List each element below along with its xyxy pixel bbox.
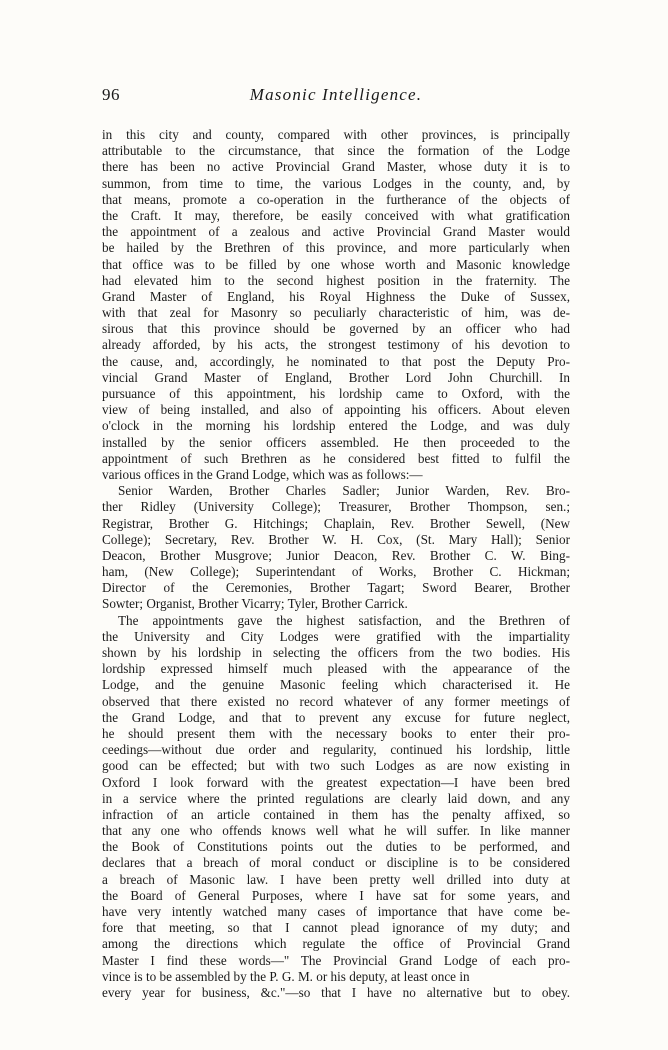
text-line: ceedings—without due order and regularity, continued his lordship, little bbox=[102, 742, 570, 758]
text-line: Sowter; Organist, Brother Vicarry; Tyler, Brother Carrick. bbox=[102, 596, 408, 612]
text-line: vince is to be assembled by the P. G. M. or his deputy, at least once in bbox=[102, 968, 470, 984]
text-line: attributable to the circumstance, that since the formation of the Lodge bbox=[102, 143, 570, 159]
text-line: with that zeal for Masonry so peculiarly characteristic of him, was de- bbox=[102, 305, 570, 321]
text-line: ham, (New College); Superintendant of Works, Brother C. Hickman; bbox=[102, 564, 570, 580]
text-line: that office was to be filled by one whose worth and Masonic knowledge bbox=[102, 256, 570, 272]
text-line: be hailed by the Brethren of this province, and more particularly when bbox=[102, 240, 570, 256]
text-line: he should present them with the necessary books to enter their pro- bbox=[102, 725, 570, 741]
text-line: declares that a breach of moral conduct or discipline is to be considered bbox=[102, 855, 570, 871]
text-line: Director of the Ceremonies, Brother Tagart; Sword Bearer, Brother bbox=[102, 580, 570, 596]
text-line: a breach of Masonic law. I have been pretty well drilled into duty at bbox=[102, 871, 570, 887]
text-line: Senior Warden, Brother Charles Sadler; Junior Warden, Rev. Bro- bbox=[118, 483, 570, 499]
text-line: various offices in the Grand Lodge, which was as follows:— bbox=[102, 466, 423, 482]
text-line: good can be effected; but with two such Lodges as are now existing in bbox=[102, 758, 570, 774]
text-line: that means, promote a co-operation in the furtherance of the objects of bbox=[102, 191, 570, 207]
text-line: that any one who offends knows well what he will suffer. In like manner bbox=[102, 823, 570, 839]
text-line: ther Ridley (University College); Treasurer, Brother Thompson, sen.; bbox=[102, 499, 570, 515]
text-line: the Craft. It may, therefore, be easily conceived with what gratification bbox=[102, 207, 570, 223]
text-line: The appointments gave the highest satisfaction, and the Brethren of bbox=[118, 612, 570, 628]
text-line: observed that there existed no record whatever of any former meetings of bbox=[102, 693, 570, 709]
text-line: shown by his lordship in selecting the officers from the two bodies. His bbox=[102, 645, 570, 660]
text-line: infraction of an article contained in them has the penalty affixed, so bbox=[102, 806, 570, 822]
text-line: installed by the senior officers assembled. He then proceeded to the bbox=[102, 434, 570, 450]
running-head: Masonic Intelligence. bbox=[249, 85, 423, 104]
text-line: in a service where the printed regulations are clearly laid down, and any bbox=[102, 790, 570, 806]
text-line: Master I find these words—" The Provincial Grand Lodge of each pro- bbox=[102, 952, 570, 968]
text-line: every year for business, &c."—so that I have no alternative but to obey. bbox=[102, 984, 570, 1000]
text-line: Lodge, and the genuine Masonic feeling which characterised it. He bbox=[102, 677, 570, 693]
text-line: among the directions which regulate the office of Provincial Grand bbox=[102, 936, 570, 952]
text-line: vincial Grand Master of England, Brother Lord John Churchill. In bbox=[102, 369, 570, 385]
text-line: the Grand Lodge, and that to prevent any excuse for future neglect, bbox=[102, 709, 570, 725]
text-line: Registrar, Brother G. Hitchings; Chaplain, Rev. Brother Sewell, (New bbox=[102, 515, 570, 531]
text-line: summon, from time to time, the various Lodges in the county, and, by bbox=[102, 175, 570, 191]
text-line: Oxford I look forward with the greatest expectation—I have been bred bbox=[102, 774, 570, 790]
text-line: the University and City Lodges were gratified with the impartiality bbox=[102, 628, 570, 644]
text-line: lordship expressed himself much pleased with the appearance of the bbox=[102, 661, 570, 677]
text-line: had elevated him to the second highest position in the fraternity. The bbox=[102, 272, 570, 288]
text-line: o'clock in the morning his lordship entered the Lodge, and was duly bbox=[102, 418, 570, 434]
page-number: 96 bbox=[102, 85, 120, 104]
text-line: College); Secretary, Rev. Brother W. H. Cox, (St. Mary Hall); Senior bbox=[102, 531, 570, 547]
text-line: the cause, and, accordingly, he nominated to that post the Deputy Pro- bbox=[102, 353, 570, 369]
text-line: already afforded, by his acts, the strongest testimony of his devotion to bbox=[102, 337, 570, 353]
text-line: the Book of Constitutions points out the duties to be performed, and bbox=[102, 839, 570, 855]
text-line: in this city and county, compared with other provinces, is principally bbox=[102, 127, 570, 142]
text-line: appointment of such Brethren as he considered best fitted to fulfil the bbox=[102, 450, 570, 466]
text-line: sirous that this province should be governed by an officer who had bbox=[102, 321, 570, 337]
text-line: there has been no active Provincial Grand Master, whose duty it is to bbox=[102, 159, 570, 175]
page-header bbox=[102, 85, 570, 111]
text-line: the Board of General Purposes, where I have sat for some years, and bbox=[102, 887, 570, 903]
text-line: Grand Master of England, his Royal Highness the Duke of Sussex, bbox=[102, 288, 570, 304]
text-line: fore that meeting, so that I cannot plead ignorance of my duty; and bbox=[102, 920, 570, 936]
text-line: Deacon, Brother Musgrove; Junior Deacon, Rev. Brother C. W. Bing- bbox=[102, 547, 570, 563]
text-line: have very intently watched many cases of importance that have come be- bbox=[102, 904, 570, 919]
body-text bbox=[102, 127, 570, 1001]
text-line: pursuance of this appointment, his lordship came to Oxford, with the bbox=[102, 386, 570, 401]
text-line: the appointment of a zealous and active Provincial Grand Master would bbox=[102, 224, 570, 240]
text-line: view of being installed, and also of appointing his officers. About eleven bbox=[102, 402, 570, 418]
